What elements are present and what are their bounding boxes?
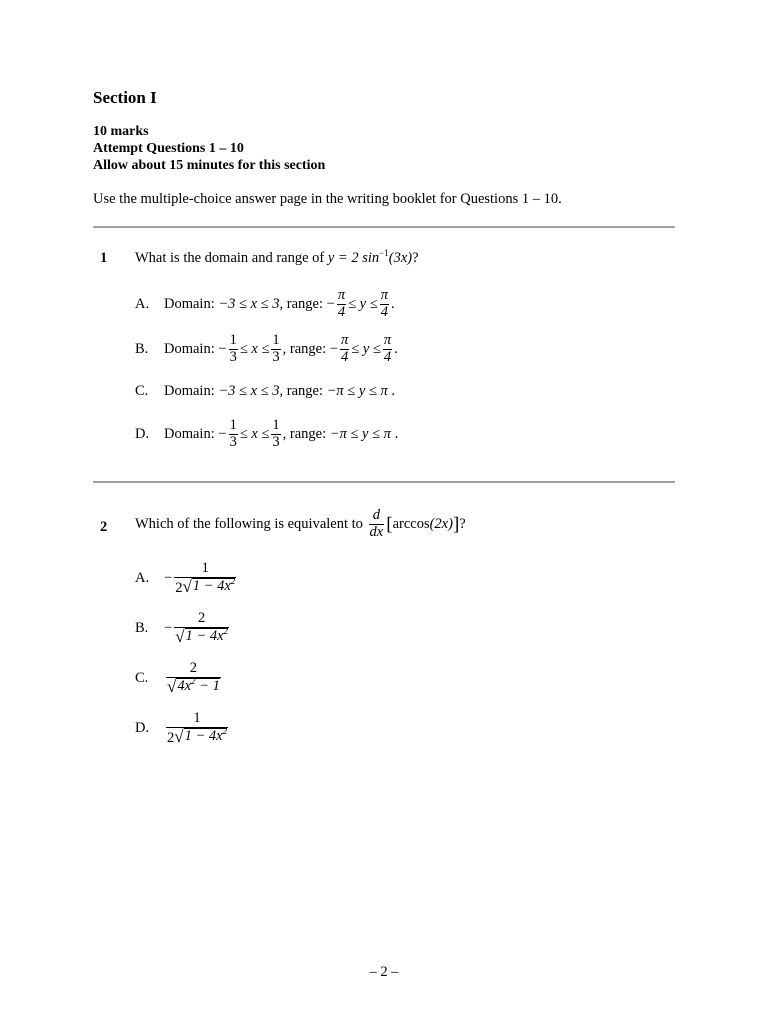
q2-number: 2 bbox=[100, 519, 108, 535]
q1-number: 1 bbox=[100, 250, 108, 266]
q2-option-b[interactable]: B. − 2 √ $1 - 4x^2$ bbox=[135, 610, 229, 646]
time-line: Allow about 15 minutes for this section bbox=[93, 158, 326, 173]
q1-option-b[interactable]: B. Domain: − $\frac{1}{3}$ ≤ x ≤ $\frac{1}{3}$ , range: − $\frac{\pi}{4}$ ≤ y ≤ $\frac{\pi}{4}$ . bbox=[135, 332, 398, 365]
q2-option-d[interactable]: D. 1 2 √ $1 - 4x^2$ bbox=[135, 710, 228, 746]
q1-option-d[interactable]: D. Domain: − $\frac{1}{3}$ ≤ x ≤ $\frac{1}{3}$ , range: −π ≤ y ≤ π . bbox=[135, 417, 399, 450]
q1-option-a[interactable]: A. Domain: −3 ≤ x ≤ 3 , range: − $\frac{\pi}{4}$ ≤ y ≤ $\frac{\pi}{4}$ . bbox=[135, 287, 395, 320]
attempt-line: Attempt Questions 1 – 10 bbox=[93, 141, 244, 156]
q2-option-c[interactable]: C. 2 √ $4x^2 - 1$ bbox=[135, 660, 220, 696]
marks-line: 10 marks bbox=[93, 124, 149, 139]
q1-option-c[interactable]: C. Domain: −3 ≤ x ≤ 3 , range: −π ≤ y ≤ π . bbox=[135, 383, 396, 399]
q1-stem: What is the domain and range of y = 2 $\sin^{-1}(3x)$? bbox=[135, 248, 419, 266]
divider-top bbox=[93, 226, 675, 228]
q2-stem: Which of the following is equivalent to $\frac{d}{dx}$ [ arccos (2x) ] ? bbox=[135, 507, 466, 540]
page-number: – 2 – bbox=[369, 964, 399, 980]
divider-middle bbox=[93, 481, 675, 483]
q2-option-a[interactable]: A. − 1 2 √ $1 - 4x^2$ bbox=[135, 560, 236, 596]
section-title: Section I bbox=[93, 88, 157, 107]
instruction-line: Use the multiple-choice answer page in the writing booklet for Questions 1 – 10. bbox=[93, 191, 562, 207]
